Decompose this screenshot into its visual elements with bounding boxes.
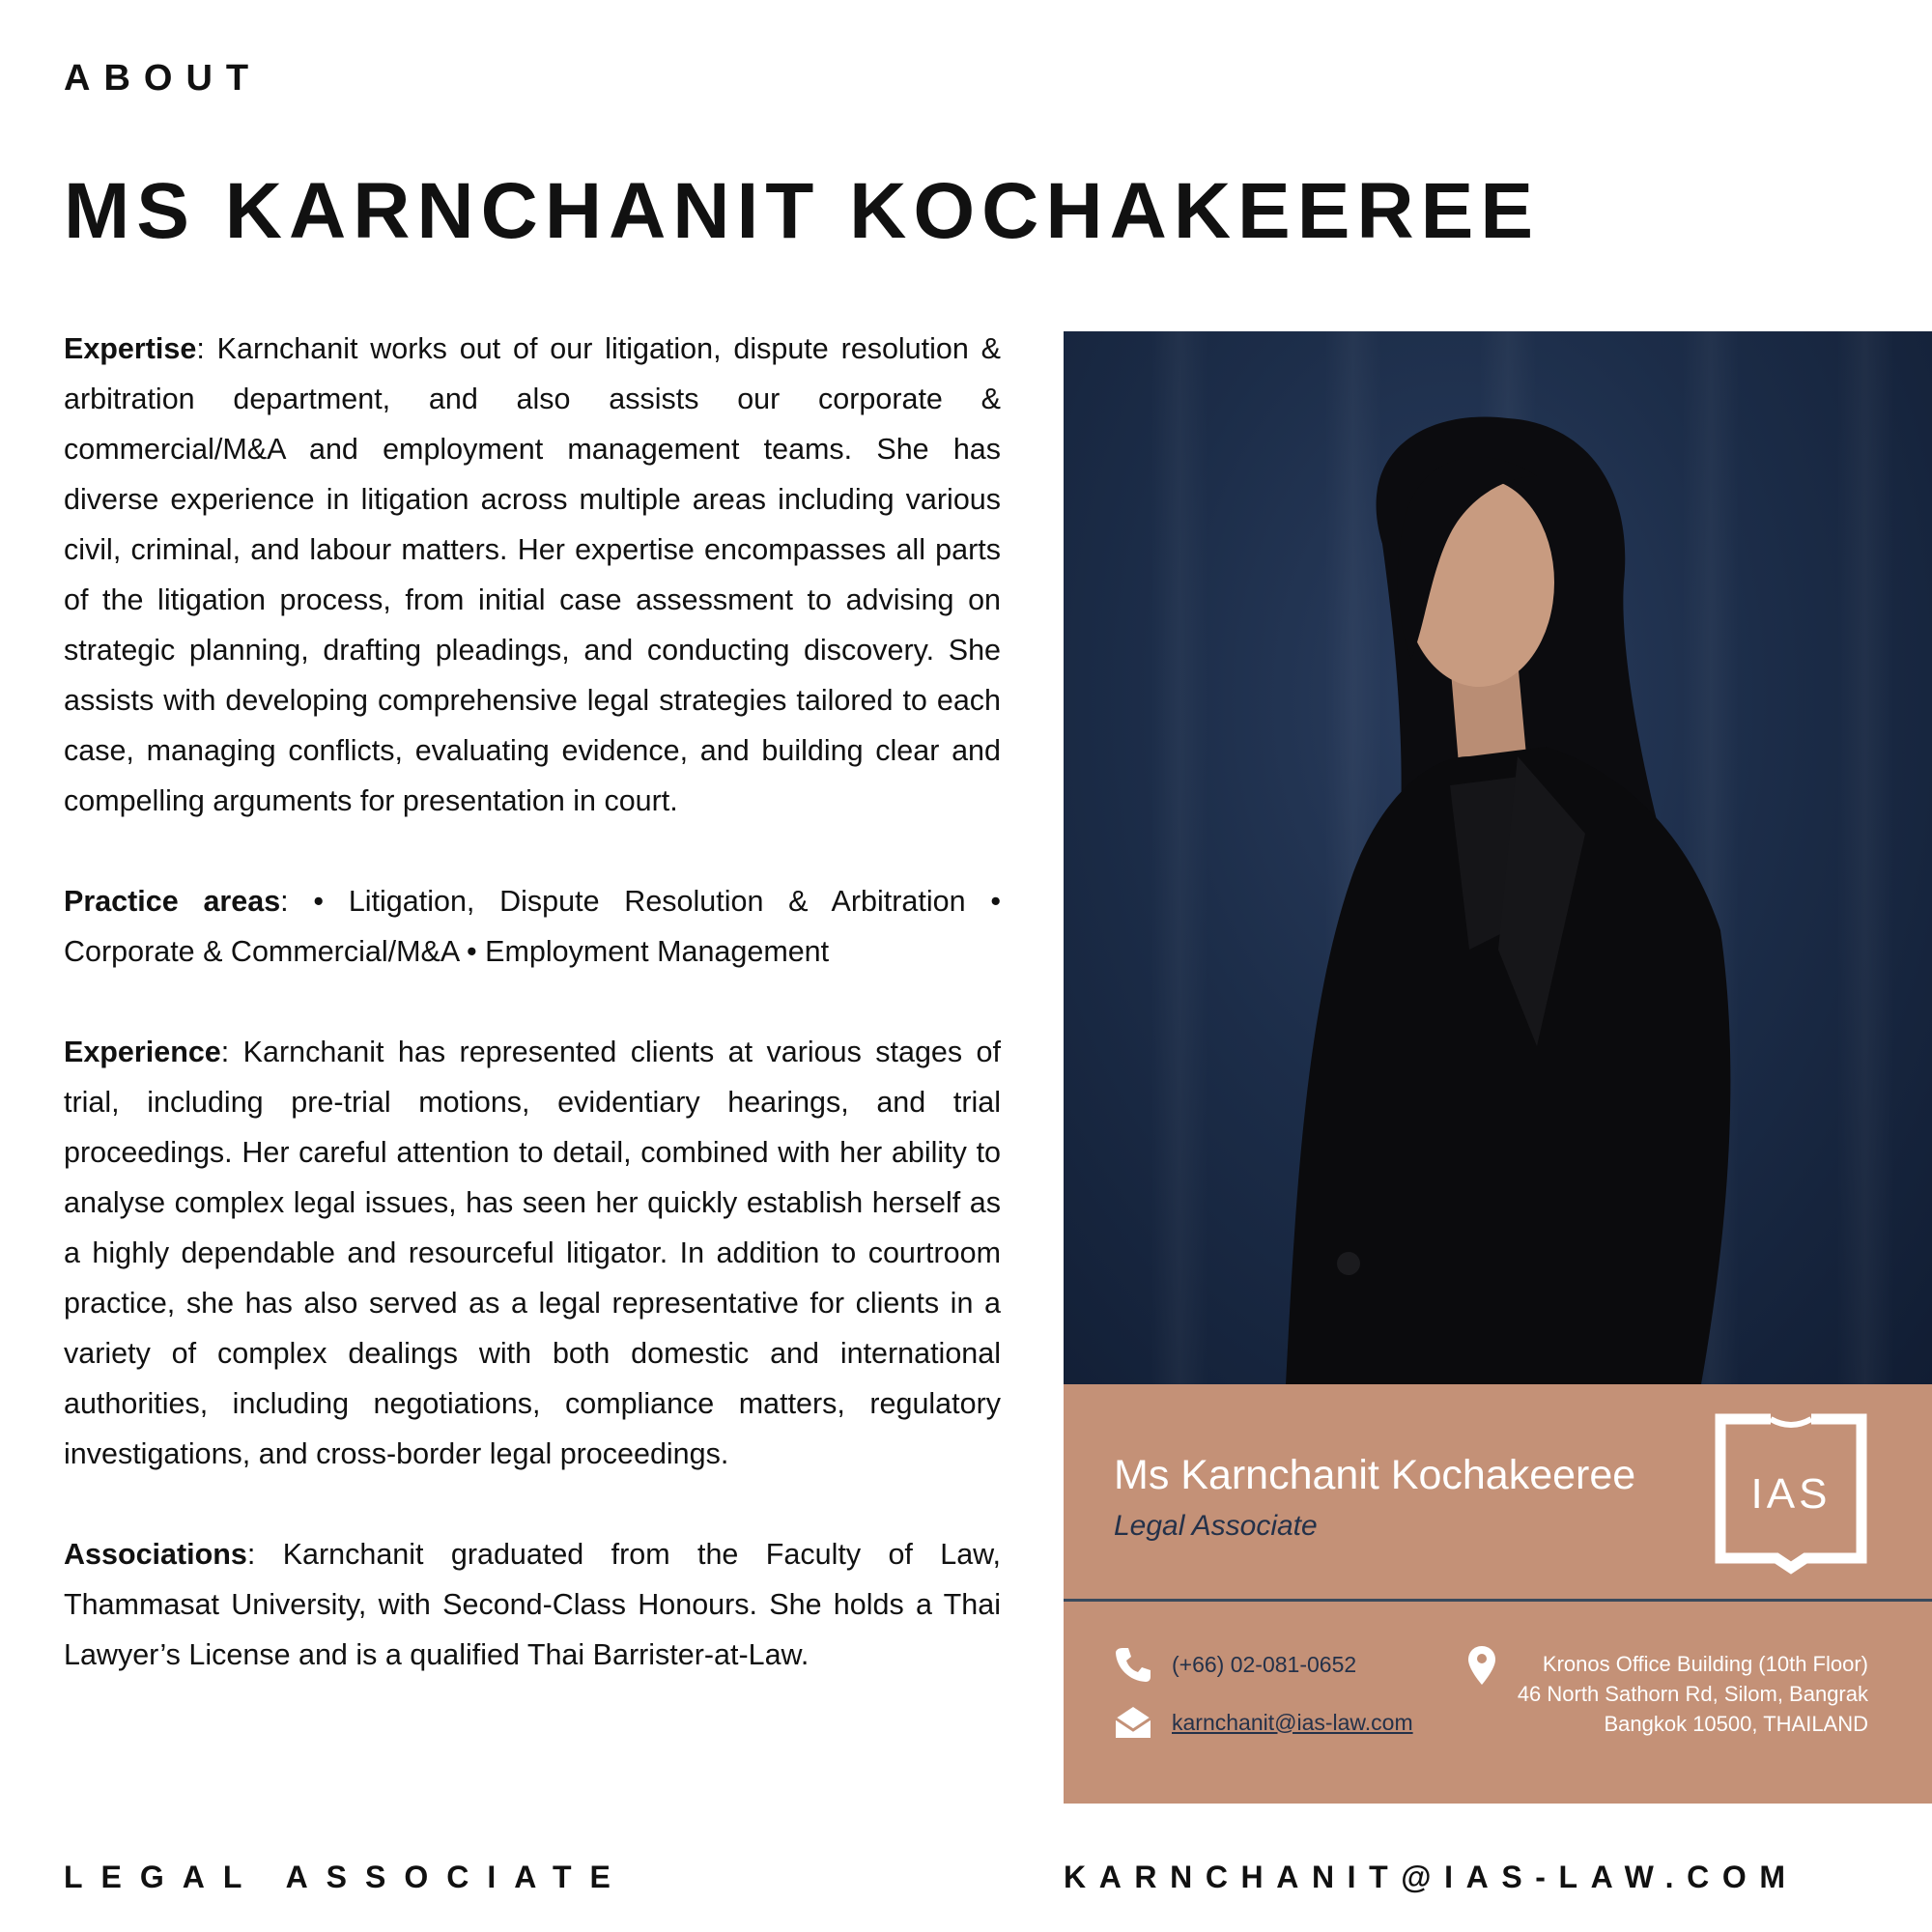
experience-text: : Karnchanit has represented clients at various stages of trial, including pre-trial motions, evidentiary hearings, and trial proceedings. Her careful attention to detail, combined with her ability to analyse complex legal issues, has seen her quickly establish herself as a highly dependable and resourceful litigator. In addition to courtroom practice, she has also served as a legal representative for clients in a variety of complex dealings with both domestic and international authorities, including negotiations, compliance matters, regulatory investigations, and cross-border legal proceedings. xyxy=(64,1036,1001,1470)
contact-card xyxy=(1064,1384,1932,1804)
associations-paragraph xyxy=(64,1529,1001,1680)
address-line-2: 46 North Sathorn Rd, Silom, Bangrak xyxy=(1517,1682,1868,1706)
expertise-paragraph xyxy=(64,324,1001,826)
bio-text xyxy=(64,324,1001,1730)
section-label: ABOUT xyxy=(64,58,263,99)
associations-heading: Associations xyxy=(64,1538,247,1571)
logo-text: IAS xyxy=(1750,1470,1832,1518)
practice-areas-paragraph xyxy=(64,876,1001,977)
footer-role: LEGAL ASSOCIATE xyxy=(64,1860,629,1894)
address-line-3: Bangkok 10500, THAILAND xyxy=(1604,1712,1868,1736)
email-row[interactable] xyxy=(1114,1703,1413,1742)
profile-photo xyxy=(1064,331,1932,1384)
portrait-illustration xyxy=(1064,331,1932,1384)
footer-email[interactable]: KARNCHANIT@IAS-LAW.COM xyxy=(1064,1860,1799,1894)
phone-row[interactable] xyxy=(1114,1645,1356,1684)
phone-icon xyxy=(1114,1645,1152,1684)
practice-areas-text: : • Litigation, Dispute Resolution & Arbitration • Corporate & Commercial/M&A • Employment Management xyxy=(64,885,1001,968)
associations-text: : Karnchanit graduated from the Faculty of Law, Thammasat University, with Second-Class Honours. She holds a Thai Lawyer’s License and is a qualified Thai Barrister-at-Law. xyxy=(64,1538,1001,1671)
envelope-icon xyxy=(1114,1703,1152,1742)
office-address xyxy=(1518,1649,1868,1739)
location-pin-icon xyxy=(1467,1645,1496,1686)
practice-areas-heading: Practice areas xyxy=(64,885,281,918)
card-role: Legal Associate xyxy=(1114,1510,1318,1542)
phone-number[interactable]: (+66) 02-081-0652 xyxy=(1172,1651,1357,1677)
email-link[interactable]: karnchanit@ias-law.com xyxy=(1172,1709,1413,1735)
experience-heading: Experience xyxy=(64,1036,221,1068)
card-divider xyxy=(1064,1599,1932,1602)
experience-paragraph xyxy=(64,1027,1001,1479)
address-line-1: Kronos Office Building (10th Floor) xyxy=(1542,1652,1868,1676)
expertise-text: : Karnchanit works out of our litigation, dispute resolution & arbitration department, and also assists our corporate & commercial/M&A and employment management teams. She has diverse experience in litigation across multiple areas including various civil, criminal, and labour matters. Her expertise encompasses all parts of the litigation process, from initial case assessment to advising on strategic planning, drafting pleadings, and conducting discovery. She assists with developing comprehensive legal strategies tailored to each case, managing conflicts, evaluating evidence, and building clear and compelling arguments for presentation in court. xyxy=(64,332,1001,817)
page-title: MS KARNCHANIT KOCHAKEEREE xyxy=(64,167,1541,255)
ias-logo xyxy=(1713,1411,1869,1576)
expertise-heading: Expertise xyxy=(64,332,197,365)
card-name: Ms Karnchanit Kochakeeree xyxy=(1114,1452,1636,1498)
